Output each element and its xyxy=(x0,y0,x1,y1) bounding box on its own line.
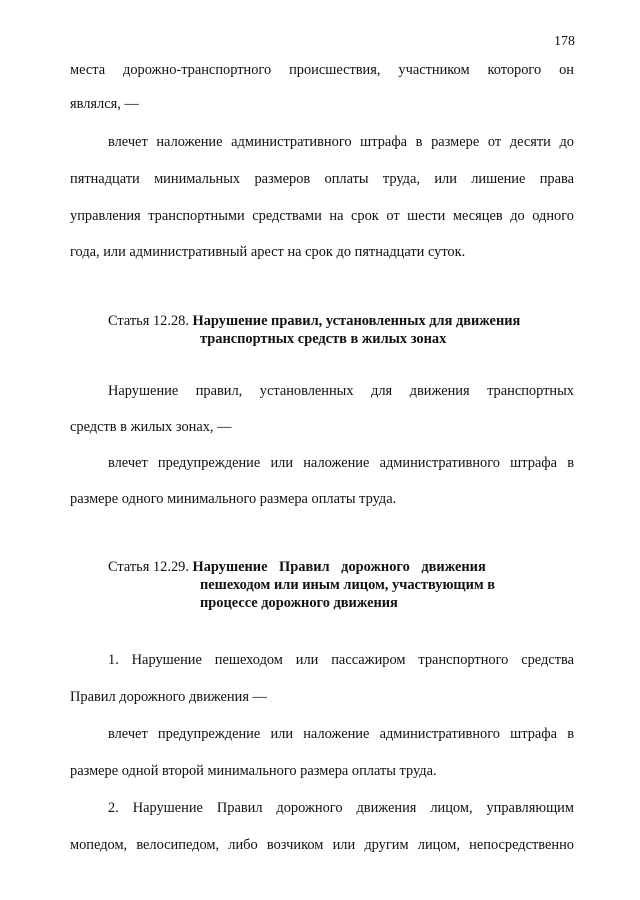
text-line: влечет наложение административного штрафа в размере от десяти до xyxy=(108,134,574,150)
text-line: размере одного минимального размера оплаты труда. xyxy=(70,491,397,507)
page-number: 178 xyxy=(554,34,575,49)
article-title-cont: пешеходом или иным лицом, участвующим в xyxy=(200,577,496,593)
text-line: места дорожно-транспортного происшествия, участником которого он xyxy=(70,62,574,78)
text-line: года, или административный арест на срок до пятнадцати суток. xyxy=(70,244,466,260)
text-line: 2. Нарушение Правил дорожного движения лицом, управляющим xyxy=(108,800,574,816)
text-line: влечет предупреждение или наложение административного штрафа в xyxy=(108,726,574,742)
article-heading-1229 xyxy=(108,559,486,576)
text-line: управления транспортными средствами на срок от шести месяцев до одного xyxy=(70,208,574,224)
text-line: Нарушение правил, установленных для движения транспортных xyxy=(108,383,574,399)
article-label: Статья 12.29. xyxy=(108,559,189,575)
text-line: являлся, — xyxy=(70,96,139,112)
article-title-cont: процессе дорожного движения xyxy=(200,595,398,611)
article-heading-1228 xyxy=(108,313,520,330)
article-title: Нарушение Правил дорожного движения xyxy=(192,559,486,575)
article-title: Нарушение правил, установленных для движения xyxy=(192,313,521,329)
text-line: пятнадцати минимальных размеров оплаты труда, или лишение права xyxy=(70,171,574,187)
text-line: размере одной второй минимального размера оплаты труда. xyxy=(70,763,437,779)
text-line: Правил дорожного движения — xyxy=(70,689,267,705)
text-line: мопедом, велосипедом, либо возчиком или другим лицом, непосредственно xyxy=(70,837,574,853)
text-line: средств в жилых зонах, — xyxy=(70,419,232,435)
text-line: влечет предупреждение или наложение административного штрафа в xyxy=(108,455,574,471)
text-line: 1. Нарушение пешеходом или пассажиром транспортного средства xyxy=(108,652,574,668)
article-title-cont: транспортных средств в жилых зонах xyxy=(200,331,447,347)
article-label: Статья 12.28. xyxy=(108,313,189,329)
